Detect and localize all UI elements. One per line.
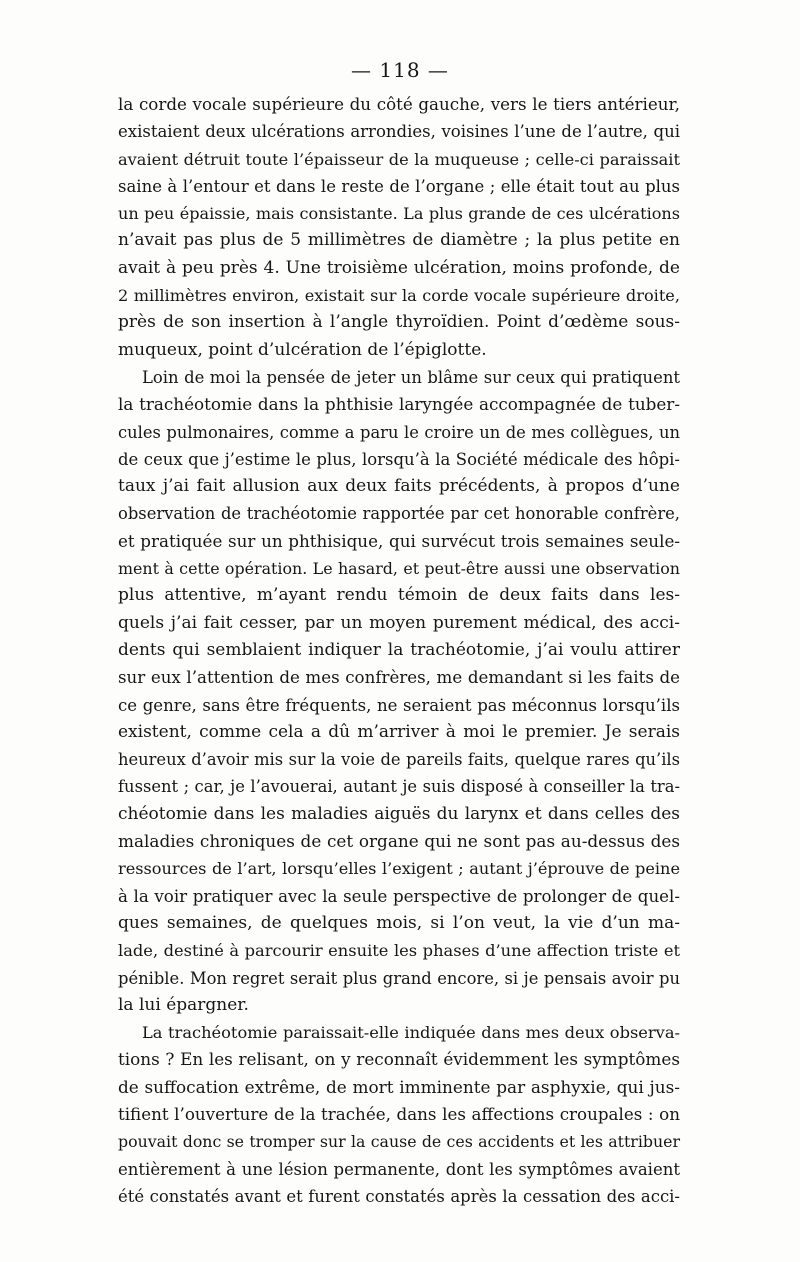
text-line: la corde vocale supérieure du côté gauche, vers le tiers antérieur,: [118, 94, 680, 114]
text-line: chéotomie dans les maladies aiguës du larynx et dans celles des: [118, 803, 680, 824]
text-line: entièrement à une lésion permanente, dont les symptômes avaient: [118, 1159, 680, 1179]
text-line: cules pulmonaires, comme a paru le croire un de mes collègues, un: [118, 422, 680, 442]
text-line: pouvait donc se tromper sur la cause de ces accidents et les attribuer: [118, 1132, 680, 1152]
text-line: avait à peu près 4. Une troisième ulcération, moins profonde, de: [118, 257, 680, 278]
text-line: sur eux l’attention de mes confrères, me demandant si les faits de: [118, 668, 680, 688]
text-line: près de son insertion à l’angle thyroïdien. Point d’œdème sous-: [118, 312, 680, 333]
text-line: ressources de l’art, lorsqu’elles l’exigent ; autant j’éprouve de peine: [118, 859, 680, 879]
text-line: un peu épaissie, mais consistante. La plus grande de ces ulcérations: [118, 204, 680, 224]
text-line: taux j’ai fait allusion aux deux faits précédents, à propos d’une: [118, 476, 680, 497]
text-line: saine à l’entour et dans le reste de l’organe ; elle était tout au plus: [118, 176, 680, 196]
text-line: été constatés avant et furent constatés après la cessation des acci-: [118, 1186, 680, 1206]
text-line: plus attentive, m’ayant rendu témoin de deux faits dans les-: [118, 585, 680, 606]
text-line: fussent ; car, je l’avouerai, autant je suis disposé à conseiller la tra-: [118, 777, 680, 797]
text-line: muqueux, point d’ulcération de l’épiglotte.: [118, 339, 487, 360]
text-line: ques semaines, de quelques mois, si l’on veut, la vie d’un ma-: [118, 912, 680, 933]
text-line: avaient détruit toute l’épaisseur de la muqueuse ; celle-ci paraissait: [118, 149, 680, 169]
text-line: ment à cette opération. Le hasard, et peut-être aussi une observation: [118, 559, 680, 579]
text-line: existent, comme cela a dû m’arriver à moi le premier. Je serais: [118, 721, 680, 742]
text-line: lade, destiné à parcourir ensuite les phases d’une affection triste et: [118, 941, 680, 961]
text-line: n’avait pas plus de 5 millimètres de diamètre ; la plus petite en: [118, 230, 680, 251]
text-line: La trachéotomie paraissait-elle indiquée dans mes deux observa-: [142, 1023, 680, 1043]
text-line: Loin de moi la pensée de jeter un blâme sur ceux qui pratiquent: [142, 367, 680, 387]
text-line: de suffocation extrême, de mort imminente par asphyxie, qui jus-: [118, 1076, 680, 1097]
text-line: ce genre, sans être fréquents, ne seraient pas méconnus lorsqu’ils: [118, 695, 680, 715]
page-number: — 118 —: [351, 58, 449, 82]
text-line: observation de trachéotomie rapportée par cet honorable confrère,: [118, 504, 680, 524]
text-line: 2 millimètres environ, existait sur la corde vocale supérieure droite,: [118, 286, 680, 306]
text-line: heureux d’avoir mis sur la voie de pareils faits, quelque rares qu’ils: [118, 750, 680, 770]
text-line: dents qui semblaient indiquer la trachéotomie, j’ai voulu attirer: [118, 639, 680, 660]
text-line: et pratiquée sur un phthisique, qui survécut trois semaines seule-: [118, 530, 680, 551]
text-line: maladies chroniques de cet organe qui ne sont pas au-dessus des: [118, 831, 680, 852]
text-line: la trachéotomie dans la phthisie laryngée accompagnée de tuber-: [118, 394, 680, 415]
text-line: la lui épargner.: [118, 994, 249, 1015]
body-text: [118, 91, 680, 1210]
text-line: tions ? En les relisant, on y reconnaît évidemment les symptômes: [118, 1049, 680, 1070]
text-line: de ceux que j’estime le plus, lorsqu’à la Société médicale des hôpi-: [118, 449, 680, 469]
text-line: existaient deux ulcérations arrondies, voisines l’une de l’autre, qui: [118, 122, 680, 142]
text-line: pénible. Mon regret serait plus grand encore, si je pensais avoir pu: [118, 968, 680, 988]
text-line: tifient l’ouverture de la trachée, dans les affections croupales : on: [118, 1103, 680, 1124]
text-line: à la voir pratiquer avec la seule perspective de prolonger de quel-: [118, 886, 680, 906]
text-line: quels j’ai fait cesser, par un moyen purement médical, des acci-: [118, 612, 680, 633]
